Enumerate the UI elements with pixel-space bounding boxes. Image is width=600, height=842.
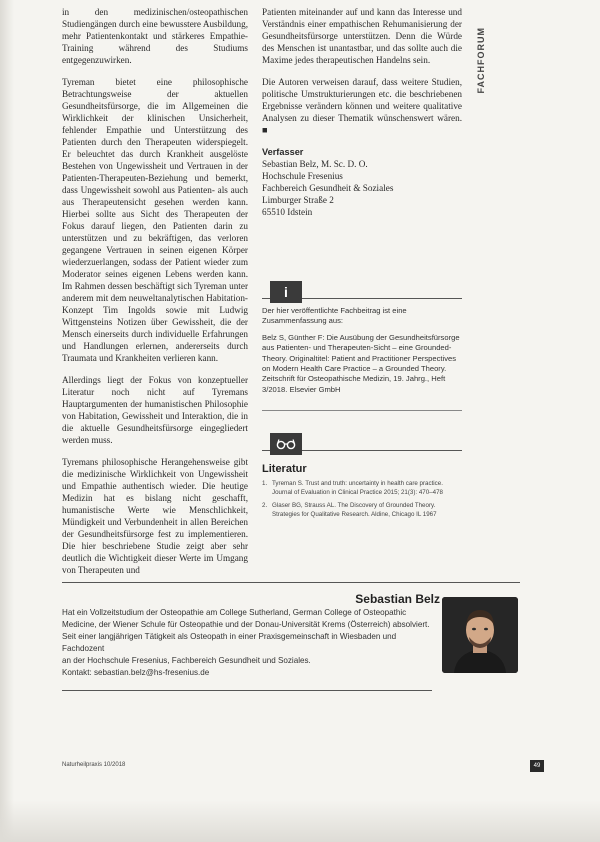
info-box [262,306,462,401]
bio-line: Seit einer langjährigen Tätigkeit als Osteopath in einer Praxisgemeinschaft in Wiesbaden und Fachdozent [62,632,397,654]
glasses-icon [270,433,302,455]
info-paragraph: Belz S, Günther F: Die Ausübung der Gesundheitsfürsorge aus Patienten- und Therapeuten-Sicht – eine Grounded-Theory. Originaltitel: Patient and Practitioner Perspectives on Modern Health Care Practice – a Grounded Theory. Zeitschrift für Osteopathische Medizin, 19. Jahrg., Heft 3/2018. Elsevier GmbH [262,332,460,394]
bio-text [62,607,430,680]
end-mark: ■ [262,125,268,135]
literature-item: 2. Glaser BG, Strauss AL. The Discovery of Grounded Theory. Strategies for Qualitative Research. Aldine, Chicago IL 1967 [262,502,437,518]
author-photo [442,597,518,673]
paragraph: Die Autoren verweisen darauf, dass weitere Studien, politische Umstrukturierungen etc. die beschriebenen Ergebnisse verändern können und weitere qualitative Analysen zu dieser Thematik wünschenswert wären. ■ [262,77,462,135]
author-line: 65510 Idstein [262,207,313,217]
paragraph: Allerdings liegt der Fokus von konzeptueller Literatur noch nicht auf Tyremans Hauptargumenten der humanistischen Philosophie von Habitation, Gewissheit und Interaktion, die in die aktuelle Gesundheitsfürsorge eingegliedert werden muss. [62,375,248,445]
author-line: Limburger Straße 2 [262,195,334,205]
bio-line: an der Hochschule Fresenius, Fachbereich Gesundheit und Soziales. [62,656,311,666]
bio-line: Medicine, der Wiener Schule für Osteopathie und der Donau-Universität Krems (Österreich) absolviert. [62,620,430,630]
footer-publication: Naturheilpraxis 10/2018 [62,762,126,768]
bio-line: Hat ein Vollzeitstudium der Osteopathie am College Sutherland, German College of Osteopathic [62,608,407,617]
author-line: Fachbereich Gesundheit & Soziales [262,183,394,193]
info-paragraph: Der hier veröffentlichte Fachbeitrag ist eine Zusammenfassung aus: [262,306,407,326]
divider [62,690,432,691]
section-tag: FACHFORUM [476,26,486,94]
divider [62,582,520,583]
paragraph: Patienten miteinander auf und kann das Interesse und Verständnis einer empathischen Rehumanisierung der Gesundheitsfürsorge unterstützen. Denn die Würde des Menschen ist unantastbar, und das sollte auch die Maxime jedes therapeutischen Handelns sein. [262,7,462,65]
left-text-column [62,6,248,586]
paragraph: Tyremans philosophische Herangehensweise gibt die medizinische Wirklichkeit von Ungewissheit und Empathie authentisch wieder. Die heutige Medizin hat es bislang nicht geschafft, humanistische Werte wie Menschlichkeit, Mündigkeit und Verbundenheit in allen Bereichen der Gesundheitsfürsorge fest zu implementieren. Die hier beschriebene Studie zeigt aber sehr deutlich die Wichtigkeit dieser Werte im Umgang von Therapeuten und [62,457,248,575]
author-heading: Verfasser [262,147,304,157]
author-line: Sebastian Belz, M. Sc. D. O. [262,159,368,169]
paragraph: Tyreman bietet eine philosophische Betrachtungsweise der aktuellen Gesundheitsfürsorge, die im Allgemeinen die Wirklichkeit der klinischen Unsicherheit, fehlender Empathie und Unterstützung des Patienten durch den Therapeuten widerspiegelt. Er beleuchtet das durch Krankheit ausgelöste Bestehen von Ungewissheit und Vertrauen in der Patienten-Therapeuten-Beziehung und bemerkt, dass Ungewissheit sowohl aus Patienten- als auch aus Therapeutensicht gesehen werden kann. Hierbei sollte aus Sicht des Therapeuten der Fokus darauf liegen, den Patienten darin zu unterstützen und zu bekräftigen, das verloren gegangene Vertrauen in seinen eigenen Körper wiederzuerlangen, sodass der Patient wieder zum Moderator seines eigenen Lebens werden kann. Im Rahmen dessen beschäftigt sich Tyreman unter anderem mit dem neuweltanalytischen Habitation-Konzept Tim Ingolds sowie mit Ludwig Wittgensteins Notizen über Gewissheit, die der Mensch einerseits durch individuelle Erfahrungen und Handlungen erlernen, andererseits durch Traumata und Krankheiten verlieren kann. [62,77,248,363]
literature-heading: Literatur [262,463,307,475]
bio-name: Sebastian Belz [355,592,440,606]
page-number: 49 [530,760,544,772]
literature-item: 1. Tyreman S. Trust and truth: uncertainty in health care practice. Journal of Evaluation in Clinical Practice 2015; 21(3): 470–478 [262,480,443,496]
author-block [262,146,462,218]
scan-edge-shadow [0,0,14,842]
literature-list [262,480,462,524]
right-text-column [262,6,462,218]
paragraph: in den medizinischen/osteopathischen Studiengängen durch eine bewusstere Ausbildung, mehr Patientenkontakt und stärkeres Empathie-Training während des Studiums entgegenzuwirken. [62,7,248,65]
author-line: Hochschule Fresenius [262,171,343,181]
bio-contact: Kontakt: sebastian.belz@hs-fresenius.de [62,668,210,678]
divider [262,410,462,411]
scan-bottom-shadow [0,800,600,842]
info-icon: i [270,281,302,303]
